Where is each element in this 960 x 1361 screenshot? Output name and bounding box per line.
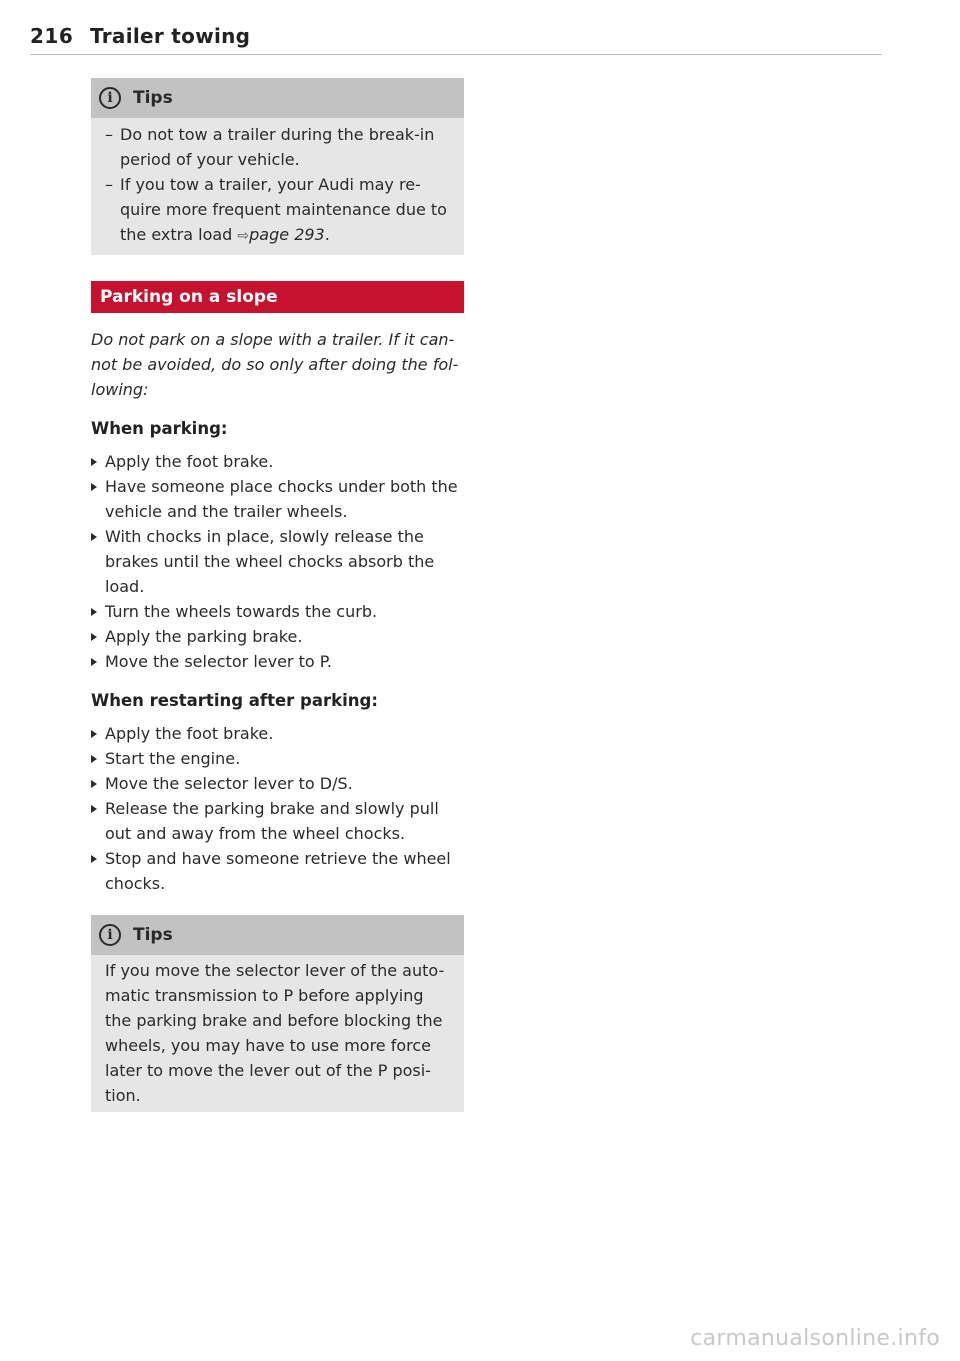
- triangle-bullet-icon: [91, 483, 97, 491]
- step-text: Apply the foot brake.: [105, 452, 274, 471]
- step-item: [91, 599, 464, 624]
- step-item: [91, 649, 464, 674]
- chapter-title: Trailer towing: [90, 24, 251, 48]
- step-text: Release the parking brake and slowly pull out and away from the wheel chocks.: [105, 799, 439, 843]
- step-item: [91, 474, 464, 524]
- tips-item: [105, 172, 450, 249]
- triangle-bullet-icon: [91, 533, 97, 541]
- tips-body: If you move the selector lever of the auto-matic transmission to P before applying the parking brake and before blocking the wheels, you may have to use more force later to move the lever out of the P posi-tion.: [105, 961, 445, 1105]
- section-title-bar: Parking on a slope: [91, 281, 464, 313]
- section-intro: Do not park on a slope with a trailer. If it can-not be avoided, do so only after doing the fol-lowing:: [91, 330, 459, 399]
- step-text: With chocks in place, slowly release the brakes until the wheel chocks absorb the load.: [105, 527, 435, 596]
- triangle-bullet-icon: [91, 780, 97, 788]
- info-circle-icon: i: [99, 924, 121, 946]
- tips-item-text: Do not tow a trailer during the break-in period of your vehicle.: [120, 125, 435, 169]
- tips-label: Tips: [133, 88, 173, 108]
- step-item: [91, 449, 464, 474]
- step-text: Have someone place chocks under both the vehicle and the trailer wheels.: [105, 477, 458, 521]
- dash-bullet-icon: –: [105, 175, 113, 194]
- watermark: carmanualsonline.info: [690, 1326, 940, 1351]
- triangle-bullet-icon: [91, 755, 97, 763]
- step-item: [91, 796, 464, 846]
- tips-header: [91, 915, 464, 955]
- xref-page-link[interactable]: page 293: [249, 225, 325, 244]
- tips-item: [105, 122, 450, 172]
- step-item: [91, 721, 464, 746]
- tips-box-top: [91, 78, 464, 255]
- tips-box-bottom: [91, 915, 464, 1112]
- step-text: Apply the parking brake.: [105, 627, 303, 646]
- triangle-bullet-icon: [91, 730, 97, 738]
- xref-suffix: .: [324, 225, 330, 244]
- tips-label: Tips: [133, 925, 173, 945]
- triangle-bullet-icon: [91, 658, 97, 666]
- step-text: Turn the wheels towards the curb.: [105, 602, 378, 621]
- triangle-bullet-icon: [91, 633, 97, 641]
- triangle-bullet-icon: [91, 608, 97, 616]
- info-circle-icon: i: [99, 87, 121, 109]
- dash-bullet-icon: –: [105, 125, 113, 144]
- triangle-bullet-icon: [91, 855, 97, 863]
- step-text: Move the selector lever to P.: [105, 652, 332, 671]
- when-parking-heading: When parking:: [91, 419, 228, 438]
- tips-header: [91, 78, 464, 118]
- step-item: [91, 746, 464, 771]
- step-text: Stop and have someone retrieve the wheel chocks.: [105, 849, 451, 893]
- page-header: [30, 24, 882, 55]
- page-number: 216: [30, 24, 74, 48]
- tips-body: [91, 118, 464, 255]
- xref-arrow-icon: ⇨: [237, 228, 250, 244]
- step-text: Move the selector lever to D/S.: [105, 774, 353, 793]
- step-text: Apply the foot brake.: [105, 724, 274, 743]
- step-text: Start the engine.: [105, 749, 241, 768]
- step-item: [91, 771, 464, 796]
- when-parking-steps: [91, 449, 464, 674]
- triangle-bullet-icon: [91, 805, 97, 813]
- step-item: [91, 624, 464, 649]
- when-restarting-heading: When restarting after parking:: [91, 691, 378, 710]
- step-item: [91, 524, 464, 599]
- content-column: [91, 78, 464, 1112]
- tips-item-text: If you tow a trailer, your Audi may re-quire more frequent maintenance due to the extra load: [120, 175, 447, 244]
- triangle-bullet-icon: [91, 458, 97, 466]
- step-item: [91, 846, 464, 896]
- when-restarting-steps: [91, 721, 464, 896]
